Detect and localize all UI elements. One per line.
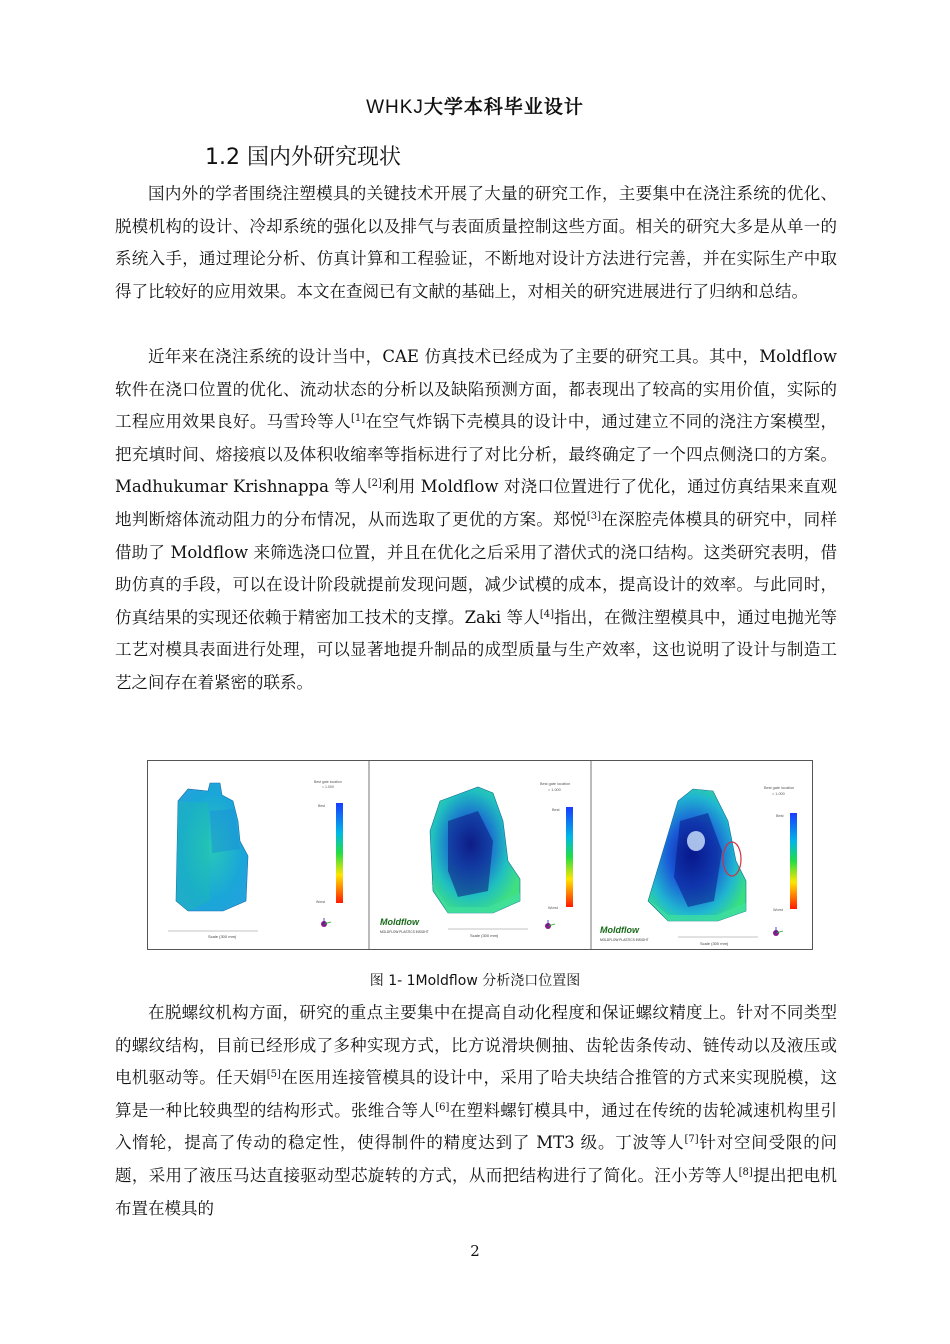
legend-best: Best xyxy=(776,814,784,818)
section-title: 1.2 国内外研究现状 xyxy=(205,145,401,170)
text-run: 在深腔壳体模具的研究中，同样借助了 Moldflow 来筛选浇口位置，并且在优化之后采用了潜伏式的浇口结构。这类研究表明，借助仿真的手段，可以在设计阶段就提前发现问题，减少试模的成本，提高设计的效率。与此同时，仿真结果的实现还依赖于精密加工技术的支撑。Zaki 等人 xyxy=(115,509,838,627)
text-run: 在脱螺纹机构方面，研究的重点主要集中在提高自动化程度和保证螺纹精度上。针对不同类型的螺纹结构，目前已经形成了多种实现方式，比方说滑块侧抽、齿轮齿条传动、链传动以及液压或电机驱动等。任天娟 xyxy=(115,1003,837,1088)
paragraph-2 xyxy=(115,341,837,700)
page-header xyxy=(0,92,950,119)
scale-label: Scale (300 mm) xyxy=(700,941,729,946)
paragraph-1: 国内外的学者围绕注塑模具的关键技术开展了大量的研究工作，主要集中在浇注系统的优化、脱模机构的设计、冷却系统的强化以及排气与表面质量控制这些方面。相关的研究大多是从单一的系统入手，通过理论分析、仿真计算和工程验证，不断地对设计方法进行完善，并在实际生产中取得了比较好的应用效果。本文在查阅已有文献的基础上，对相关的研究进展进行了归纳和总结。 xyxy=(115,184,837,301)
citation-ref: [1] xyxy=(350,413,366,425)
text-run: 提出把电机布置在模具的 xyxy=(115,1165,838,1218)
text-run: 在医用连接管模具的设计中，采用了哈夫块结合推管的方式来实现脱模，这算是一种比较典型的结构形式。张维合等人 xyxy=(115,1068,838,1120)
text-run: 近年来在浇注系统的设计当中，CAE 仿真技术已经成为了主要的研究工具。其中，Moldflow 软件在浇口位置的优化、流动状态的分析以及缺陷预测方面，都表现出了较高的实用价值，实际的工程应用效果良好。马雪玲等人 xyxy=(115,347,837,432)
legend-title: Best gate location xyxy=(314,780,342,784)
legend-best: Best xyxy=(318,804,326,808)
legend-value: = 1.000 xyxy=(772,792,785,796)
legend-title: Best gate location xyxy=(540,782,571,786)
moldflow-panel-2 xyxy=(380,782,573,938)
legend-colorbar xyxy=(566,807,573,907)
legend-colorbar xyxy=(336,803,343,903)
legend-worst: Worst xyxy=(548,906,558,910)
moldflow-logo: Moldflow xyxy=(600,925,639,935)
legend-worst: Worst xyxy=(773,908,783,912)
moldflow-panel-3 xyxy=(600,786,797,946)
citation-ref: [8] xyxy=(738,1166,753,1178)
figure-caption: 图 1- 1Moldflow 分析浇口位置图 xyxy=(369,973,581,989)
citation-ref: [5] xyxy=(266,1069,281,1081)
moldflow-figure xyxy=(147,760,813,950)
moldflow-logo: Moldflow xyxy=(380,917,419,927)
header-title: 大学本科毕业设计 xyxy=(423,96,584,118)
moldflow-figure-svg xyxy=(148,761,812,949)
page-number: 2 xyxy=(470,1242,480,1260)
text-run: 利用 Moldflow 对浇口位置进行了优化，通过仿真结果来直观地判断熔体流动阻力的分布情况，从而选取了更优的方案。郑悦 xyxy=(115,477,837,529)
citation-ref: [3] xyxy=(586,510,602,522)
text-run: 在空气炸锅下壳模具的设计中，通过建立不同的浇注方案模型，把充填时间、熔接痕以及体积收缩率等指标进行了对比分析，最终确定了一个四点侧浇口的方案。Madhukumar Krishnappa 等人 xyxy=(115,412,838,497)
legend-value: = 1.000 xyxy=(322,785,334,789)
moldflow-logo-subtitle: MOLDFLOW PLASTICS INSIGHT xyxy=(600,938,649,942)
legend-worst: Worst xyxy=(316,900,326,904)
text-run: 在塑料螺钉模具中，通过在传统的齿轮减速机构里引入惰轮，提高了传动的稳定性，使得制件的精度达到了 MT3 级。丁波等人 xyxy=(115,1100,838,1153)
citation-ref: [6] xyxy=(435,1101,450,1113)
legend-title: Best gate location xyxy=(764,786,795,790)
citation-ref: [4] xyxy=(539,608,555,620)
paragraph-3 xyxy=(115,997,837,1225)
legend-colorbar xyxy=(790,813,797,909)
header-prefix: WHKJ xyxy=(366,97,424,118)
text-run: 针对空间受限的问题，采用了液压马达直接驱动型芯旋转的方式，从而把结构进行了简化。汪小芳等人 xyxy=(115,1133,837,1185)
citation-ref: [2] xyxy=(367,478,382,490)
moldflow-logo-subtitle: MOLDFLOW PLASTICS INSIGHT xyxy=(380,930,429,934)
legend-value: = 1.000 xyxy=(548,788,561,792)
scale-label: Scale (300 mm) xyxy=(208,934,237,939)
text-run: 指出，在微注塑模具中，通过电抛光等工艺对模具表面进行处理，可以显著地提升制品的成型质量与生产效率，这也说明了设计与制造工艺之间存在着紧密的联系。 xyxy=(115,607,838,692)
legend-best: Best xyxy=(552,808,560,812)
citation-ref: [7] xyxy=(684,1134,699,1146)
moldflow-panel-1 xyxy=(168,780,343,939)
scale-label: Scale (300 mm) xyxy=(470,933,499,938)
